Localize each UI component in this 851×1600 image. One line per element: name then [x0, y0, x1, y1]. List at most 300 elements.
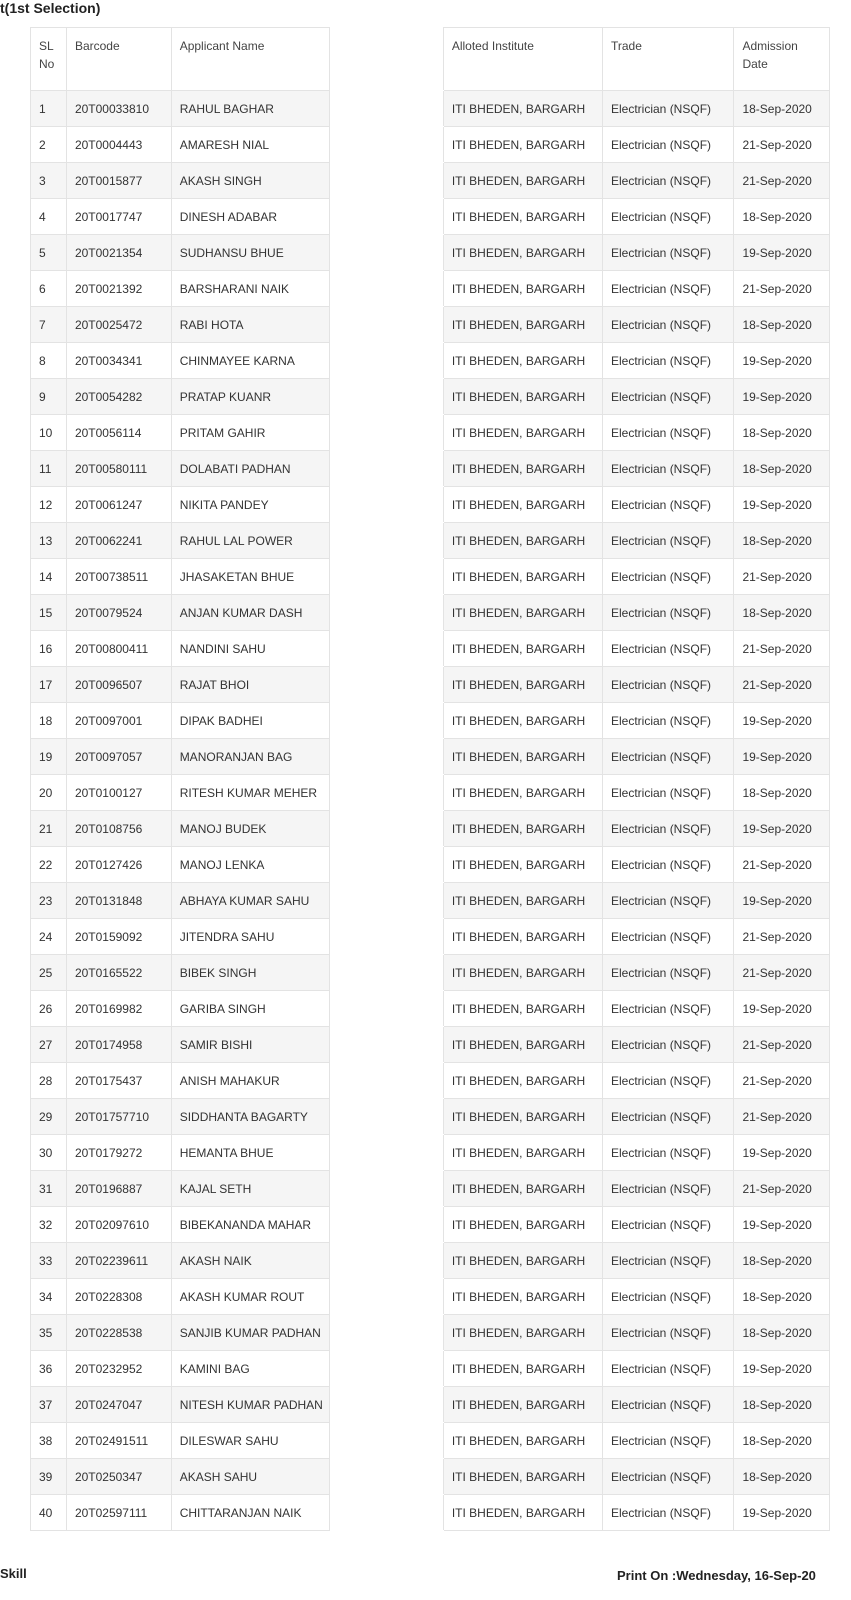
cell-alloted-institute: ITI BHEDEN, BARGARH — [443, 91, 602, 127]
cell-sl-no: 8 — [31, 343, 67, 379]
cell-sl-no: 32 — [31, 1207, 67, 1243]
cell-barcode: 20T0097001 — [66, 703, 171, 739]
table-row — [31, 1423, 830, 1459]
table-row — [31, 919, 830, 955]
cell-sl-no: 29 — [31, 1099, 67, 1135]
cell-admission-date: 18-Sep-2020 — [734, 1459, 830, 1495]
cell-sl-no: 35 — [31, 1315, 67, 1351]
cell-alloted-institute: ITI BHEDEN, BARGARH — [443, 811, 602, 847]
table-row — [31, 883, 830, 919]
cell-applicant-name: BIBEK SINGH — [171, 955, 329, 991]
table-row — [31, 451, 830, 487]
cell-barcode: 20T0034341 — [66, 343, 171, 379]
cell-sl-no: 6 — [31, 271, 67, 307]
cell-trade: Electrician (NSQF) — [603, 1135, 734, 1171]
header-alloted-institute: Alloted Institute — [443, 28, 602, 91]
cell-trade: Electrician (NSQF) — [603, 1423, 734, 1459]
table-row — [31, 307, 830, 343]
cell-applicant-name: RAHUL BAGHAR — [171, 91, 329, 127]
cell-sl-no: 40 — [31, 1495, 67, 1531]
cell-admission-date: 19-Sep-2020 — [734, 811, 830, 847]
cell-applicant-name: NIKITA PANDEY — [171, 487, 329, 523]
cell-applicant-name: RAHUL LAL POWER — [171, 523, 329, 559]
table-row — [31, 1351, 830, 1387]
cell-sl-no: 39 — [31, 1459, 67, 1495]
cell-admission-date: 19-Sep-2020 — [734, 703, 830, 739]
cell-blank — [329, 1495, 443, 1531]
cell-barcode: 20T0179272 — [66, 1135, 171, 1171]
table-row — [31, 1207, 830, 1243]
cell-trade: Electrician (NSQF) — [603, 775, 734, 811]
cell-barcode: 20T0108756 — [66, 811, 171, 847]
table-row — [31, 1495, 830, 1531]
cell-sl-no: 3 — [31, 163, 67, 199]
cell-alloted-institute: ITI BHEDEN, BARGARH — [443, 703, 602, 739]
cell-admission-date: 18-Sep-2020 — [734, 415, 830, 451]
cell-barcode: 20T0127426 — [66, 847, 171, 883]
cell-applicant-name: SIDDHANTA BAGARTY — [171, 1099, 329, 1135]
header-barcode: Barcode — [66, 28, 171, 91]
cell-trade: Electrician (NSQF) — [603, 559, 734, 595]
cell-sl-no: 28 — [31, 1063, 67, 1099]
table-row — [31, 1027, 830, 1063]
footer-left-text: Skill — [0, 1566, 27, 1581]
cell-applicant-name: SUDHANSU BHUE — [171, 235, 329, 271]
cell-alloted-institute: ITI BHEDEN, BARGARH — [443, 235, 602, 271]
cell-barcode: 20T0061247 — [66, 487, 171, 523]
cell-trade: Electrician (NSQF) — [603, 1063, 734, 1099]
cell-sl-no: 13 — [31, 523, 67, 559]
cell-blank — [329, 163, 443, 199]
cell-trade: Electrician (NSQF) — [603, 199, 734, 235]
table-row — [31, 991, 830, 1027]
cell-admission-date: 19-Sep-2020 — [734, 1135, 830, 1171]
cell-sl-no: 12 — [31, 487, 67, 523]
cell-alloted-institute: ITI BHEDEN, BARGARH — [443, 271, 602, 307]
cell-applicant-name: HEMANTA BHUE — [171, 1135, 329, 1171]
cell-trade: Electrician (NSQF) — [603, 991, 734, 1027]
cell-trade: Electrician (NSQF) — [603, 739, 734, 775]
cell-alloted-institute: ITI BHEDEN, BARGARH — [443, 1315, 602, 1351]
table-row — [31, 955, 830, 991]
cell-sl-no: 14 — [31, 559, 67, 595]
cell-blank — [329, 1315, 443, 1351]
cell-sl-no: 10 — [31, 415, 67, 451]
cell-alloted-institute: ITI BHEDEN, BARGARH — [443, 307, 602, 343]
cell-sl-no: 11 — [31, 451, 67, 487]
table-row — [31, 1279, 830, 1315]
table-row — [31, 595, 830, 631]
cell-applicant-name: SANJIB KUMAR PADHAN — [171, 1315, 329, 1351]
table-row — [31, 1099, 830, 1135]
cell-alloted-institute: ITI BHEDEN, BARGARH — [443, 1387, 602, 1423]
cell-blank — [329, 595, 443, 631]
cell-blank — [329, 523, 443, 559]
cell-applicant-name: CHINMAYEE KARNA — [171, 343, 329, 379]
cell-alloted-institute: ITI BHEDEN, BARGARH — [443, 163, 602, 199]
cell-sl-no: 24 — [31, 919, 67, 955]
cell-applicant-name: SAMIR BISHI — [171, 1027, 329, 1063]
cell-admission-date: 19-Sep-2020 — [734, 1351, 830, 1387]
table-row — [31, 1063, 830, 1099]
cell-barcode: 20T0232952 — [66, 1351, 171, 1387]
cell-blank — [329, 739, 443, 775]
cell-blank — [329, 1207, 443, 1243]
cell-barcode: 20T02097610 — [66, 1207, 171, 1243]
cell-trade: Electrician (NSQF) — [603, 595, 734, 631]
cell-alloted-institute: ITI BHEDEN, BARGARH — [443, 523, 602, 559]
cell-trade: Electrician (NSQF) — [603, 847, 734, 883]
table-row — [31, 1243, 830, 1279]
cell-sl-no: 38 — [31, 1423, 67, 1459]
table-row — [31, 271, 830, 307]
cell-barcode: 20T0165522 — [66, 955, 171, 991]
cell-alloted-institute: ITI BHEDEN, BARGARH — [443, 1207, 602, 1243]
cell-trade: Electrician (NSQF) — [603, 1171, 734, 1207]
cell-applicant-name: BIBEKANANDA MAHAR — [171, 1207, 329, 1243]
cell-barcode: 20T0131848 — [66, 883, 171, 919]
cell-blank — [329, 847, 443, 883]
cell-alloted-institute: ITI BHEDEN, BARGARH — [443, 631, 602, 667]
cell-barcode: 20T0247047 — [66, 1387, 171, 1423]
cell-blank — [329, 955, 443, 991]
cell-barcode: 20T02597111 — [66, 1495, 171, 1531]
cell-admission-date: 19-Sep-2020 — [734, 1495, 830, 1531]
cell-sl-no: 36 — [31, 1351, 67, 1387]
cell-trade: Electrician (NSQF) — [603, 1351, 734, 1387]
cell-alloted-institute: ITI BHEDEN, BARGARH — [443, 739, 602, 775]
cell-blank — [329, 559, 443, 595]
cell-admission-date: 21-Sep-2020 — [734, 847, 830, 883]
cell-alloted-institute: ITI BHEDEN, BARGARH — [443, 415, 602, 451]
cell-trade: Electrician (NSQF) — [603, 487, 734, 523]
cell-admission-date: 19-Sep-2020 — [734, 991, 830, 1027]
cell-trade: Electrician (NSQF) — [603, 631, 734, 667]
cell-alloted-institute: ITI BHEDEN, BARGARH — [443, 1171, 602, 1207]
table-body — [31, 91, 830, 1531]
cell-admission-date: 21-Sep-2020 — [734, 955, 830, 991]
cell-sl-no: 4 — [31, 199, 67, 235]
cell-applicant-name: KAJAL SETH — [171, 1171, 329, 1207]
cell-barcode: 20T0169982 — [66, 991, 171, 1027]
cell-applicant-name: ANJAN KUMAR DASH — [171, 595, 329, 631]
cell-admission-date: 21-Sep-2020 — [734, 631, 830, 667]
cell-sl-no: 26 — [31, 991, 67, 1027]
cell-alloted-institute: ITI BHEDEN, BARGARH — [443, 1279, 602, 1315]
cell-admission-date: 19-Sep-2020 — [734, 343, 830, 379]
cell-alloted-institute: ITI BHEDEN, BARGARH — [443, 1063, 602, 1099]
cell-applicant-name: MANORANJAN BAG — [171, 739, 329, 775]
cell-applicant-name: KAMINI BAG — [171, 1351, 329, 1387]
cell-blank — [329, 91, 443, 127]
cell-admission-date: 19-Sep-2020 — [734, 883, 830, 919]
cell-admission-date: 21-Sep-2020 — [734, 1027, 830, 1063]
cell-admission-date: 21-Sep-2020 — [734, 1063, 830, 1099]
cell-trade: Electrician (NSQF) — [603, 703, 734, 739]
cell-blank — [329, 1387, 443, 1423]
cell-blank — [329, 379, 443, 415]
cell-admission-date: 18-Sep-2020 — [734, 775, 830, 811]
cell-applicant-name: BARSHARANI NAIK — [171, 271, 329, 307]
cell-trade: Electrician (NSQF) — [603, 883, 734, 919]
cell-barcode: 20T0025472 — [66, 307, 171, 343]
cell-applicant-name: PRITAM GAHIR — [171, 415, 329, 451]
cell-alloted-institute: ITI BHEDEN, BARGARH — [443, 1243, 602, 1279]
cell-blank — [329, 1099, 443, 1135]
cell-admission-date: 18-Sep-2020 — [734, 523, 830, 559]
cell-blank — [329, 1279, 443, 1315]
cell-alloted-institute: ITI BHEDEN, BARGARH — [443, 1351, 602, 1387]
table-row — [31, 703, 830, 739]
table-row — [31, 775, 830, 811]
cell-barcode: 20T00580111 — [66, 451, 171, 487]
cell-alloted-institute: ITI BHEDEN, BARGARH — [443, 667, 602, 703]
cell-trade: Electrician (NSQF) — [603, 415, 734, 451]
cell-applicant-name: AMARESH NIAL — [171, 127, 329, 163]
cell-applicant-name: GARIBA SINGH — [171, 991, 329, 1027]
table-row — [31, 91, 830, 127]
cell-sl-no: 25 — [31, 955, 67, 991]
cell-alloted-institute: ITI BHEDEN, BARGARH — [443, 379, 602, 415]
cell-blank — [329, 451, 443, 487]
cell-trade: Electrician (NSQF) — [603, 1495, 734, 1531]
cell-applicant-name: JHASAKETAN BHUE — [171, 559, 329, 595]
cell-trade: Electrician (NSQF) — [603, 955, 734, 991]
cell-alloted-institute: ITI BHEDEN, BARGARH — [443, 1027, 602, 1063]
cell-blank — [329, 919, 443, 955]
cell-blank — [329, 415, 443, 451]
cell-blank — [329, 991, 443, 1027]
cell-blank — [329, 631, 443, 667]
cell-barcode: 20T0079524 — [66, 595, 171, 631]
cell-trade: Electrician (NSQF) — [603, 1387, 734, 1423]
cell-barcode: 20T0021354 — [66, 235, 171, 271]
table-row — [31, 847, 830, 883]
cell-sl-no: 16 — [31, 631, 67, 667]
table-row — [31, 163, 830, 199]
cell-blank — [329, 1171, 443, 1207]
cell-alloted-institute: ITI BHEDEN, BARGARH — [443, 1099, 602, 1135]
cell-sl-no: 33 — [31, 1243, 67, 1279]
cell-barcode: 20T0096507 — [66, 667, 171, 703]
cell-admission-date: 18-Sep-2020 — [734, 1423, 830, 1459]
cell-barcode: 20T01757710 — [66, 1099, 171, 1135]
table-row — [31, 1135, 830, 1171]
cell-trade: Electrician (NSQF) — [603, 91, 734, 127]
header-blank-column — [329, 28, 443, 91]
cell-alloted-institute: ITI BHEDEN, BARGARH — [443, 883, 602, 919]
cell-sl-no: 31 — [31, 1171, 67, 1207]
cell-barcode: 20T0228308 — [66, 1279, 171, 1315]
cell-alloted-institute: ITI BHEDEN, BARGARH — [443, 847, 602, 883]
cell-barcode: 20T0015877 — [66, 163, 171, 199]
cell-applicant-name: DIPAK BADHEI — [171, 703, 329, 739]
cell-admission-date: 18-Sep-2020 — [734, 451, 830, 487]
header-sl-no: SL No — [31, 28, 67, 91]
cell-sl-no: 9 — [31, 379, 67, 415]
table-row — [31, 487, 830, 523]
cell-trade: Electrician (NSQF) — [603, 1243, 734, 1279]
cell-sl-no: 1 — [31, 91, 67, 127]
cell-trade: Electrician (NSQF) — [603, 235, 734, 271]
cell-blank — [329, 487, 443, 523]
cell-sl-no: 22 — [31, 847, 67, 883]
cell-barcode: 20T0004443 — [66, 127, 171, 163]
cell-admission-date: 18-Sep-2020 — [734, 595, 830, 631]
cell-applicant-name: DINESH ADABAR — [171, 199, 329, 235]
cell-applicant-name: RAJAT BHOI — [171, 667, 329, 703]
cell-applicant-name: AKASH SINGH — [171, 163, 329, 199]
cell-admission-date: 21-Sep-2020 — [734, 919, 830, 955]
cell-blank — [329, 775, 443, 811]
cell-blank — [329, 271, 443, 307]
cell-alloted-institute: ITI BHEDEN, BARGARH — [443, 199, 602, 235]
cell-alloted-institute: ITI BHEDEN, BARGARH — [443, 775, 602, 811]
cell-applicant-name: MANOJ BUDEK — [171, 811, 329, 847]
cell-admission-date: 19-Sep-2020 — [734, 487, 830, 523]
cell-applicant-name: JITENDRA SAHU — [171, 919, 329, 955]
cell-trade: Electrician (NSQF) — [603, 667, 734, 703]
cell-trade: Electrician (NSQF) — [603, 1279, 734, 1315]
cell-sl-no: 15 — [31, 595, 67, 631]
cell-barcode: 20T00800411 — [66, 631, 171, 667]
table-row — [31, 1387, 830, 1423]
table-row — [31, 379, 830, 415]
cell-applicant-name: RITESH KUMAR MEHER — [171, 775, 329, 811]
cell-admission-date: 18-Sep-2020 — [734, 1243, 830, 1279]
table-row — [31, 415, 830, 451]
cell-admission-date: 21-Sep-2020 — [734, 667, 830, 703]
cell-applicant-name: AKASH SAHU — [171, 1459, 329, 1495]
cell-alloted-institute: ITI BHEDEN, BARGARH — [443, 955, 602, 991]
section-title: t(1st Selection) — [0, 0, 101, 16]
cell-blank — [329, 1027, 443, 1063]
cell-trade: Electrician (NSQF) — [603, 1315, 734, 1351]
cell-barcode: 20T02491511 — [66, 1423, 171, 1459]
cell-alloted-institute: ITI BHEDEN, BARGARH — [443, 1135, 602, 1171]
cell-barcode: 20T0174958 — [66, 1027, 171, 1063]
cell-barcode: 20T0021392 — [66, 271, 171, 307]
cell-admission-date: 21-Sep-2020 — [734, 559, 830, 595]
cell-blank — [329, 1459, 443, 1495]
cell-trade: Electrician (NSQF) — [603, 127, 734, 163]
cell-applicant-name: NANDINI SAHU — [171, 631, 329, 667]
cell-blank — [329, 1351, 443, 1387]
cell-blank — [329, 235, 443, 271]
cell-blank — [329, 307, 443, 343]
cell-barcode: 20T00738511 — [66, 559, 171, 595]
cell-trade: Electrician (NSQF) — [603, 1459, 734, 1495]
cell-barcode: 20T0228538 — [66, 1315, 171, 1351]
cell-blank — [329, 343, 443, 379]
table-row — [31, 199, 830, 235]
cell-alloted-institute: ITI BHEDEN, BARGARH — [443, 1423, 602, 1459]
table-row — [31, 559, 830, 595]
cell-barcode: 20T0100127 — [66, 775, 171, 811]
header-trade: Trade — [603, 28, 734, 91]
cell-blank — [329, 703, 443, 739]
cell-barcode: 20T0097057 — [66, 739, 171, 775]
table-row — [31, 811, 830, 847]
cell-applicant-name: AKASH KUMAR ROUT — [171, 1279, 329, 1315]
cell-sl-no: 30 — [31, 1135, 67, 1171]
cell-admission-date: 19-Sep-2020 — [734, 739, 830, 775]
cell-admission-date: 21-Sep-2020 — [734, 163, 830, 199]
cell-sl-no: 7 — [31, 307, 67, 343]
cell-barcode: 20T0062241 — [66, 523, 171, 559]
cell-sl-no: 5 — [31, 235, 67, 271]
cell-sl-no: 19 — [31, 739, 67, 775]
cell-admission-date: 21-Sep-2020 — [734, 127, 830, 163]
cell-alloted-institute: ITI BHEDEN, BARGARH — [443, 487, 602, 523]
cell-admission-date: 18-Sep-2020 — [734, 1387, 830, 1423]
cell-alloted-institute: ITI BHEDEN, BARGARH — [443, 559, 602, 595]
cell-barcode: 20T0250347 — [66, 1459, 171, 1495]
cell-alloted-institute: ITI BHEDEN, BARGARH — [443, 127, 602, 163]
cell-trade: Electrician (NSQF) — [603, 1027, 734, 1063]
cell-alloted-institute: ITI BHEDEN, BARGARH — [443, 451, 602, 487]
cell-applicant-name: RABI HOTA — [171, 307, 329, 343]
cell-admission-date: 18-Sep-2020 — [734, 1315, 830, 1351]
selection-list-table — [30, 27, 830, 1531]
cell-barcode: 20T0054282 — [66, 379, 171, 415]
cell-applicant-name: DOLABATI PADHAN — [171, 451, 329, 487]
cell-barcode: 20T02239611 — [66, 1243, 171, 1279]
cell-sl-no: 17 — [31, 667, 67, 703]
cell-admission-date: 18-Sep-2020 — [734, 91, 830, 127]
table-row — [31, 1315, 830, 1351]
cell-barcode: 20T0175437 — [66, 1063, 171, 1099]
cell-blank — [329, 811, 443, 847]
cell-barcode: 20T0159092 — [66, 919, 171, 955]
cell-admission-date: 18-Sep-2020 — [734, 199, 830, 235]
cell-admission-date: 21-Sep-2020 — [734, 1171, 830, 1207]
cell-trade: Electrician (NSQF) — [603, 811, 734, 847]
table-row — [31, 631, 830, 667]
table-row — [31, 1459, 830, 1495]
cell-applicant-name: MANOJ LENKA — [171, 847, 329, 883]
table-row — [31, 343, 830, 379]
table-row — [31, 739, 830, 775]
cell-trade: Electrician (NSQF) — [603, 271, 734, 307]
cell-applicant-name: ABHAYA KUMAR SAHU — [171, 883, 329, 919]
table-row — [31, 523, 830, 559]
cell-sl-no: 20 — [31, 775, 67, 811]
cell-alloted-institute: ITI BHEDEN, BARGARH — [443, 595, 602, 631]
cell-admission-date: 18-Sep-2020 — [734, 307, 830, 343]
cell-trade: Electrician (NSQF) — [603, 919, 734, 955]
cell-admission-date: 19-Sep-2020 — [734, 379, 830, 415]
cell-trade: Electrician (NSQF) — [603, 1099, 734, 1135]
cell-blank — [329, 1423, 443, 1459]
cell-applicant-name: AKASH NAIK — [171, 1243, 329, 1279]
cell-applicant-name: NITESH KUMAR PADHAN — [171, 1387, 329, 1423]
cell-alloted-institute: ITI BHEDEN, BARGARH — [443, 991, 602, 1027]
cell-sl-no: 34 — [31, 1279, 67, 1315]
cell-blank — [329, 883, 443, 919]
table-header-row — [31, 28, 830, 91]
cell-alloted-institute: ITI BHEDEN, BARGARH — [443, 919, 602, 955]
table-row — [31, 235, 830, 271]
cell-trade: Electrician (NSQF) — [603, 307, 734, 343]
cell-barcode: 20T0056114 — [66, 415, 171, 451]
cell-trade: Electrician (NSQF) — [603, 163, 734, 199]
header-applicant-name: Applicant Name — [171, 28, 329, 91]
cell-sl-no: 21 — [31, 811, 67, 847]
cell-admission-date: 18-Sep-2020 — [734, 1279, 830, 1315]
cell-sl-no: 2 — [31, 127, 67, 163]
cell-blank — [329, 667, 443, 703]
